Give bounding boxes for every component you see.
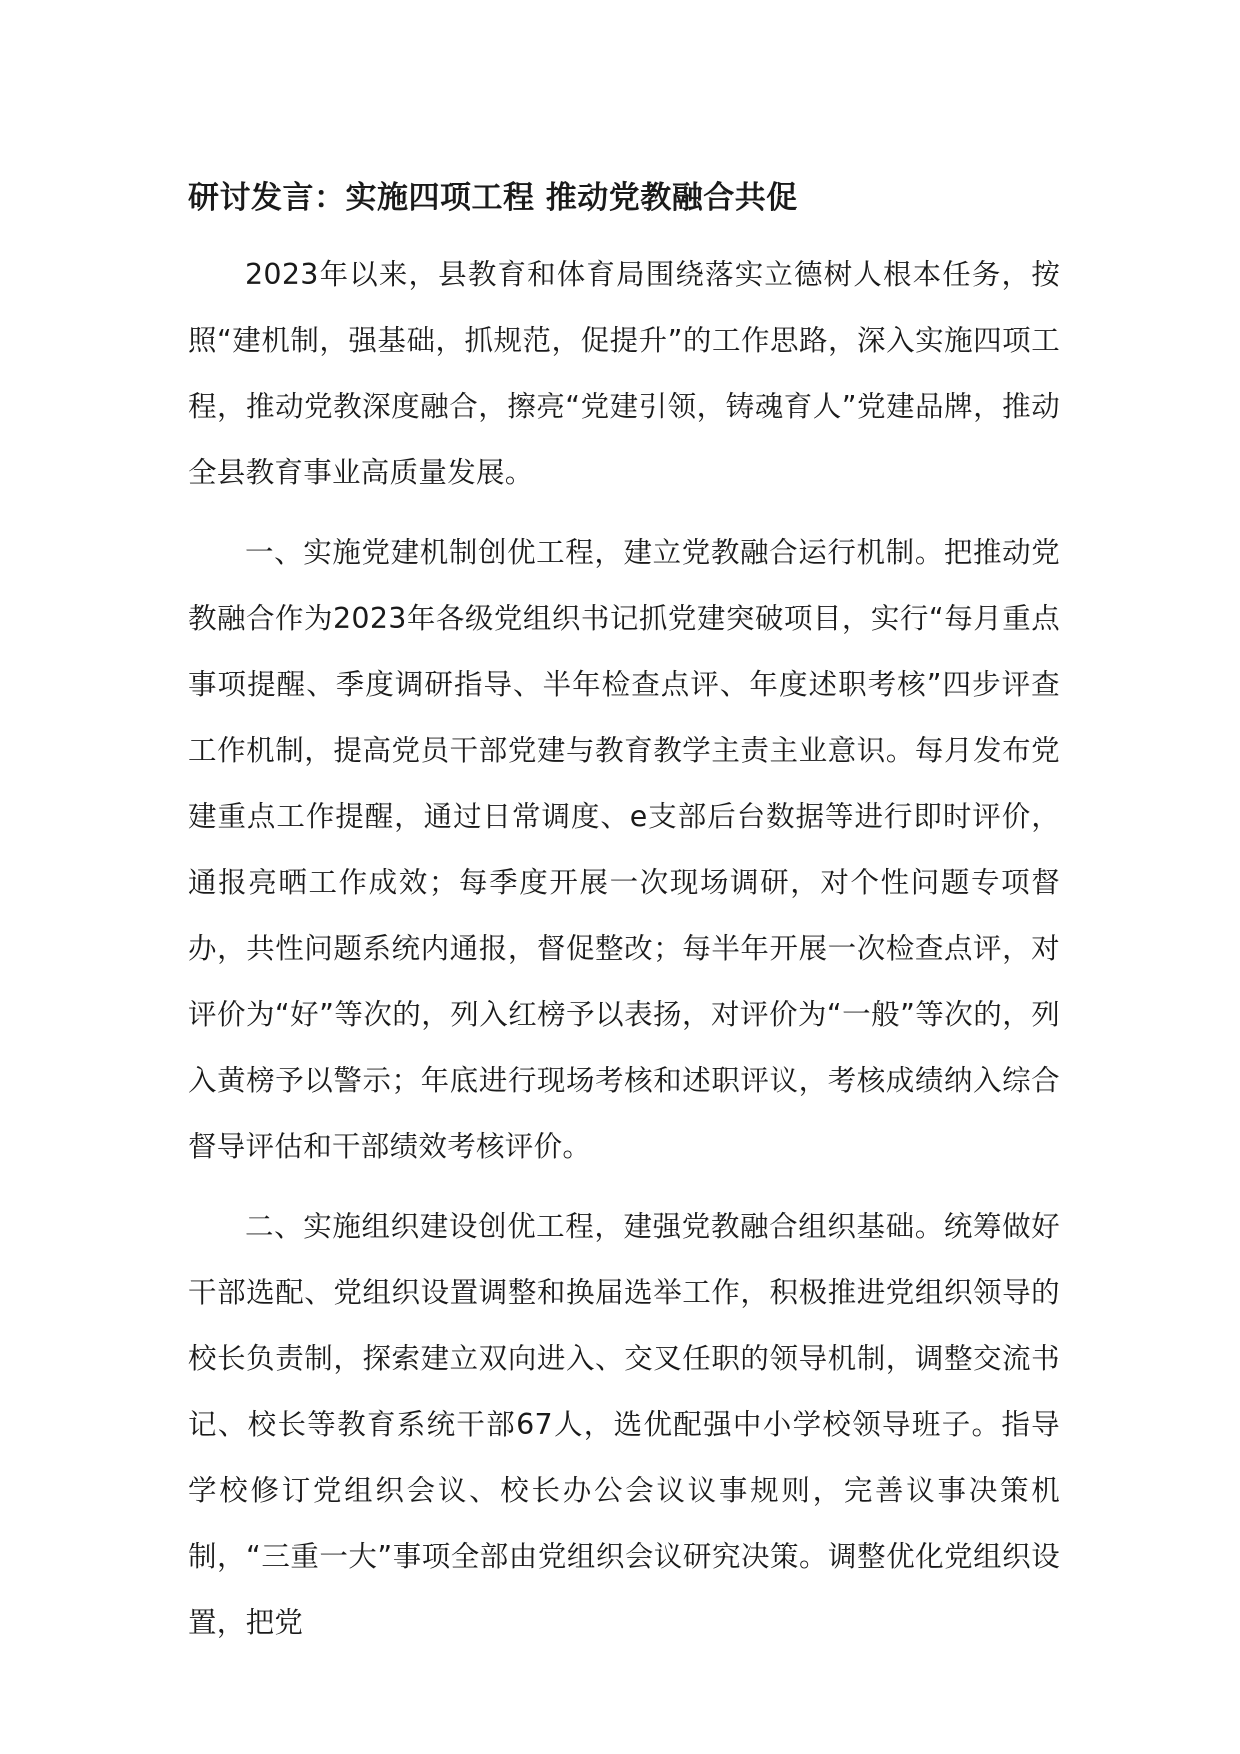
paragraph-section-2: 二、实施组织建设创优工程，建强党教融合组织基础。统筹做好干部选配、党组织设置调整和换届选举工作，积极推进党组织领导的校长负责制，探索建立双向进入、交叉任职的领导机制，调整交流书记、校长等教育系统干部67人，选优配强中小学校领导班子。指导学校修订党组织会议、校长办公会议议事规则，完善议事决策机制，“三重一大”事项全部由党组织会议研究决策。调整优化党组织设置，把党	[188, 1210, 1060, 1639]
paragraph-section-1: 一、实施党建机制创优工程，建立党教融合运行机制。把推动党教融合作为2023年各级党组织书记抓党建突破项目，实行“每月重点事项提醒、季度调研指导、半年检查点评、年度述职考核”四步评查工作机制，提高党员干部党建与教育教学主责主业意识。每月发布党建重点工作提醒，通过日常调度、e支部后台数据等进行即时评价，通报亮晒工作成效；每季度开展一次现场调研，对个性问题专项督办，共性问题系统内通报，督促整改；每半年开展一次检查点评，对评价为“好”等次的，列入红榜予以表扬，对评价为“一般”等次的，列入黄榜予以警示；年底进行现场考核和述职评议，考核成绩纳入综合督导评估和干部绩效考核评价。	[188, 536, 1060, 1163]
document-body	[188, 176, 1060, 1656]
document-title: 研讨发言：实施四项工程 推动党教融合共促	[188, 180, 798, 216]
paragraph-intro: 2023年以来，县教育和体育局围绕落实立德树人根本任务，按照“建机制，强基础，抓规范，促提升”的工作思路，深入实施四项工程，推动党教深度融合，擦亮“党建引领，铸魂育人”党建品牌，推动全县教育事业高质量发展。	[188, 258, 1060, 489]
